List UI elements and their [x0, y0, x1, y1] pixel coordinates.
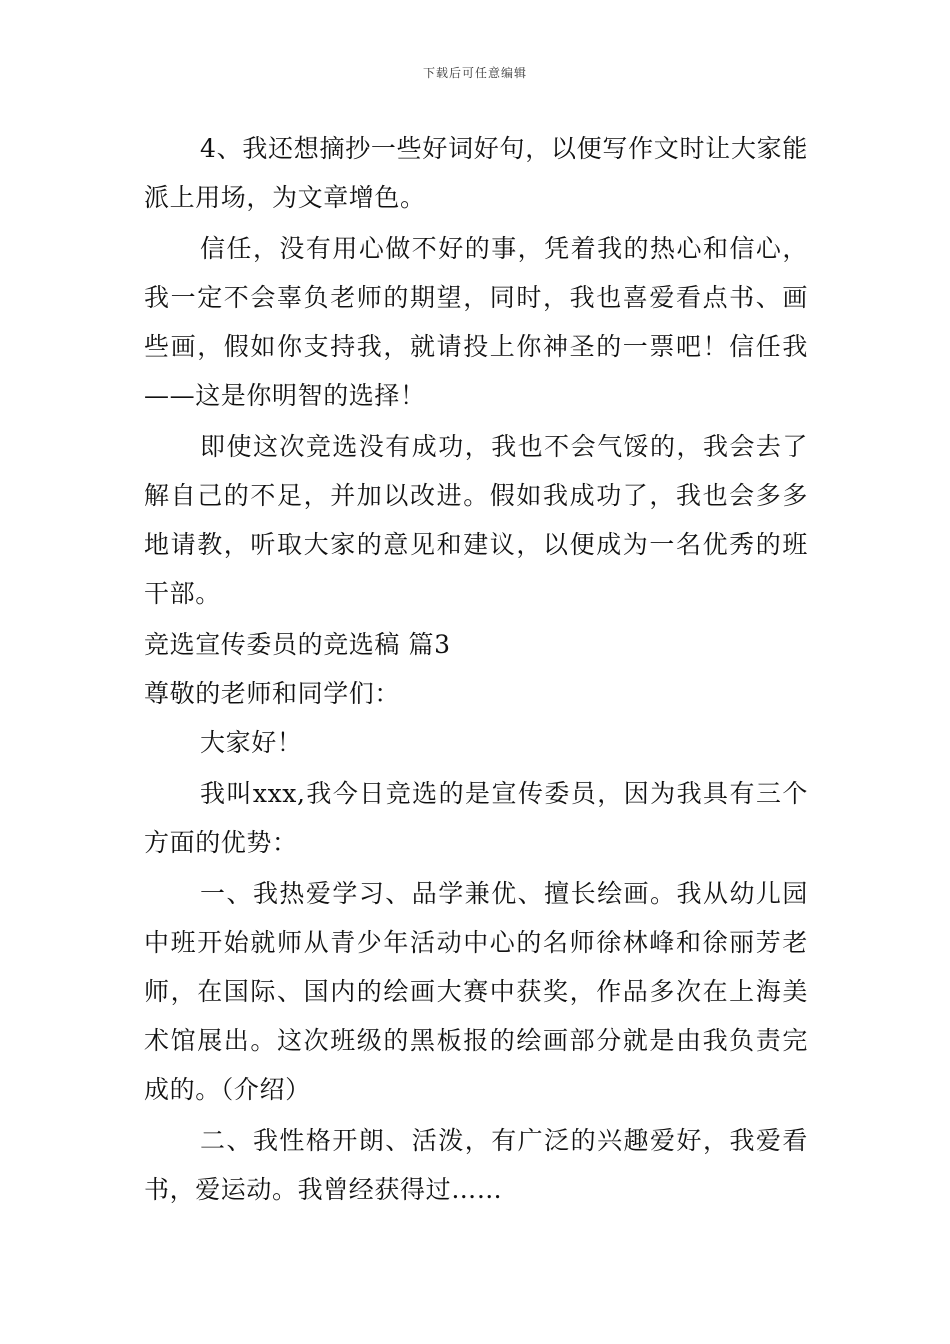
paragraph-intro: 我叫xxx,我今日竞选的是宣传委员，因为我具有三个方面的优势：: [144, 779, 808, 857]
greeting: 大家好！: [200, 728, 303, 757]
paragraph-trust: 信任，没有用心做不好的事，凭着我的热心和信心，我一定不会辜负老师的期望，同时，我也喜爱看点书、画些画，假如你支持我，就请投上你神圣的一票吧！信任我——这是你明智的选择！: [144, 234, 808, 410]
document-body: [144, 124, 808, 1216]
paragraph-point-4: 4、我还想摘抄一些好词好句，以便写作文时让大家能派上用场，为文章增色。: [144, 134, 808, 212]
salutation: 尊敬的老师和同学们：: [144, 679, 401, 708]
page-header-note: 下载后可任意编辑: [422, 66, 527, 80]
section-title: 竞选宣传委员的竞选稿 篇3: [144, 630, 451, 659]
paragraph-advantage-1: 一、我热爱学习、品学兼优、擅长绘画。我从幼儿园中班开始就师从青少年活动中心的名师徐林峰和徐丽芳老师，在国际、国内的绘画大赛中获奖，作品多次在上海美术馆展出。这次班级的黑板报的绘画部分就是由我负责完成的。（介绍）: [144, 879, 808, 1104]
paragraph-even-if: 即使这次竞选没有成功，我也不会气馁的，我会去了解自己的不足，并加以改进。假如我成功了，我也会多多地请教，听取大家的意见和建议，以便成为一名优秀的班干部。: [144, 432, 808, 608]
paragraph-advantage-2: 二、我性格开朗、活泼，有广泛的兴趣爱好，我爱看书，爱运动。我曾经获得过……: [144, 1126, 808, 1204]
